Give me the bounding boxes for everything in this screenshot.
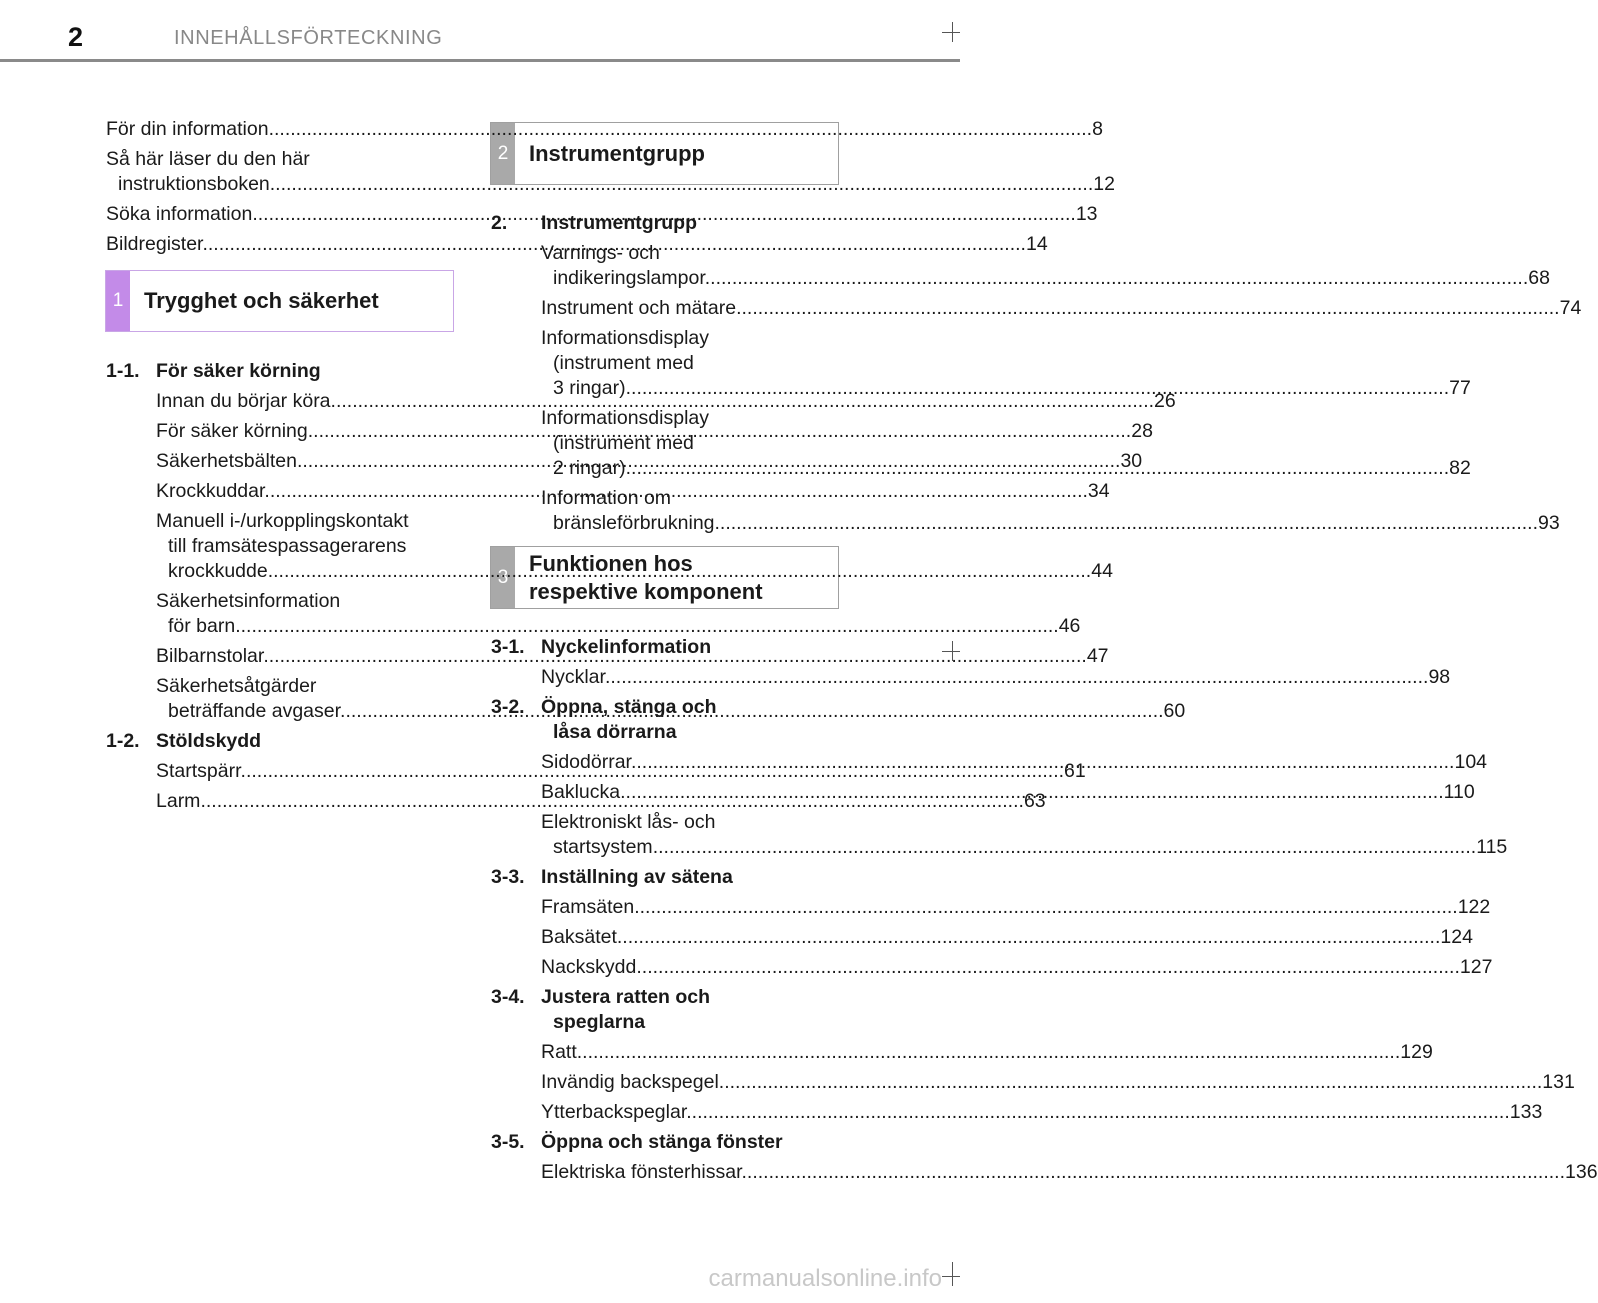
subsection-number: 3-4. (491, 986, 525, 1008)
toc-entry-line (541, 326, 1471, 351)
section-3-tab: 3 (491, 547, 515, 608)
subsection-title (541, 985, 825, 1035)
toc-entry-label: (instrument med (553, 352, 694, 374)
toc-entry-line (541, 1160, 1598, 1185)
leader-dots (742, 1161, 1566, 1183)
toc-entry-text (541, 1100, 1542, 1125)
toc-entry-line (156, 559, 1113, 584)
toc-entry-label: bränsleförbrukning (553, 512, 715, 534)
toc-entry-label: Så här läser du den här (106, 148, 310, 170)
page-ref: 68 (1528, 267, 1550, 289)
toc-entry-label: Nycklar (541, 666, 605, 688)
page-ref: 98 (1428, 666, 1451, 688)
toc-entry-label: Elektroniskt lås- och (541, 811, 716, 833)
toc-entry-list (491, 895, 1493, 980)
toc-entry-line (541, 241, 1550, 266)
page-ref: 63 (1023, 790, 1046, 812)
leader-dots (577, 1041, 1401, 1063)
subsection-title (541, 695, 825, 745)
toc-entry-line (541, 376, 1471, 401)
subsection-number: 3-3. (491, 866, 525, 888)
toc-entry-line (541, 780, 1475, 805)
page-ref: 30 (1120, 450, 1143, 472)
toc-entry-label: Elektriska fönsterhissar (541, 1161, 742, 1183)
toc-entry-label: startsystem (553, 836, 653, 858)
subsection-heading[interactable] (491, 211, 825, 236)
toc-entry-label: 2 ringar) (553, 457, 626, 479)
toc-entry-line (541, 835, 1507, 860)
subsection-number: 1-2. (106, 730, 140, 752)
toc-entry-label: 3 ringar) (553, 377, 626, 399)
toc-entry[interactable] (541, 810, 1508, 860)
leader-dots (634, 896, 1458, 918)
toc-entry[interactable] (541, 665, 1451, 690)
toc-entry-line (541, 955, 1492, 980)
toc-entry[interactable] (106, 117, 1103, 142)
page-ref: 136 (1565, 1161, 1598, 1183)
toc-entry-line (541, 351, 1471, 376)
toc-entry-text (541, 955, 1492, 980)
page-ref: 124 (1440, 926, 1473, 948)
toc-entry-label: Information om (541, 487, 672, 509)
toc-entry[interactable] (541, 1160, 1598, 1185)
toc-entry-label: Baklucka (541, 781, 621, 803)
subsection-heading[interactable] (106, 729, 440, 754)
page-ref: 46 (1058, 615, 1081, 637)
toc-entry-line (541, 266, 1550, 291)
toc-entry-label: Ytterbackspeglar (541, 1101, 687, 1123)
page-ref: 47 (1086, 645, 1109, 667)
toc-entry[interactable] (541, 1100, 1543, 1125)
page-ref: 131 (1542, 1071, 1575, 1093)
toc-entry[interactable] (541, 925, 1473, 950)
toc-entry-line (541, 810, 1507, 835)
subsection-title-line: Nyckelinformation (541, 636, 712, 658)
toc-group (491, 985, 1575, 1125)
toc-entry-label: Säkerhetsbälten (156, 450, 297, 472)
toc-entry-line (156, 589, 1080, 614)
toc-entry-label: Informationsdisplay (541, 327, 709, 349)
page-ref: 8 (1092, 118, 1103, 140)
toc-entry[interactable] (541, 1070, 1575, 1095)
crop-mark (942, 1276, 960, 1277)
leader-dots (686, 1101, 1510, 1123)
toc-entry-label: Manuell i-/urkopplingskontakt (156, 510, 409, 532)
toc-entry-text (541, 296, 1581, 321)
page-ref: 133 (1509, 1101, 1543, 1123)
subsection-number: 1-1. (106, 360, 140, 382)
toc-entry[interactable] (541, 296, 1582, 321)
toc-entry-label: krockkudde (168, 560, 268, 582)
toc-entry-label: Nackskydd (541, 956, 637, 978)
toc-entry-line (541, 406, 1471, 431)
toc-entry-label: Instrument och mätare (541, 297, 737, 319)
subsection-title-line: Inställning av sätena (541, 866, 733, 888)
toc-entry-line (541, 895, 1490, 920)
subsection-title-line: Öppna och stänga fönster (541, 1131, 783, 1153)
leader-dots (605, 666, 1429, 688)
subsection-title-line: Stöldskydd (156, 730, 262, 752)
section-3-title: Funktionen hos respektive komponent (529, 550, 763, 604)
leader-dots (270, 173, 1094, 195)
toc-entry-text (541, 326, 1471, 401)
page-ref: 61 (1064, 760, 1086, 782)
crop-mark (952, 1262, 953, 1286)
page-ref: 26 (1154, 390, 1176, 412)
toc-entry-label: till framsätespassagerarens (168, 535, 407, 557)
subsection-title (541, 211, 825, 236)
section-2-title: Instrumentgrupp (529, 140, 705, 166)
subsection-title-line: Justera ratten och (541, 986, 711, 1008)
subsection-heading[interactable] (491, 635, 825, 660)
toc-entry-line (541, 296, 1581, 321)
leader-dots (269, 118, 1093, 140)
toc-entry-label: Varnings- och (541, 242, 660, 264)
toc-entry-line (541, 511, 1560, 536)
toc-entry[interactable] (541, 895, 1491, 920)
page-ref: 28 (1131, 420, 1153, 442)
watermark: carmanualsonline.info (708, 1265, 942, 1292)
subsection-number: 2. (491, 212, 508, 234)
toc-entry-label: Startspärr (156, 760, 241, 782)
subsection-title-line: Öppna, stänga och (541, 696, 717, 718)
toc-entry-line (106, 117, 1103, 142)
subsection-title-line: För säker körning (156, 360, 321, 382)
subsection-number: 3-5. (491, 1131, 525, 1153)
toc-entry-label: Informationsdisplay (541, 407, 709, 429)
page-ref: 129 (1400, 1041, 1433, 1063)
toc-entry-text (541, 1040, 1433, 1065)
toc-entry-line (541, 665, 1450, 690)
toc-entry-text (541, 1070, 1575, 1095)
toc-entry-label: Krockkuddar (156, 480, 265, 502)
toc-entry-label: För din information (106, 118, 269, 140)
page-number: 2 (68, 22, 84, 52)
leader-dots (631, 751, 1455, 773)
toc-entry-label: Framsäten (541, 896, 635, 918)
subsection-title-line: Instrumentgrupp (541, 212, 697, 234)
leader-dots (626, 457, 1450, 479)
page-ref: 110 (1443, 781, 1475, 803)
leader-dots (636, 956, 1460, 978)
toc-entry-line (541, 431, 1471, 456)
subsection-heading[interactable] (106, 359, 440, 384)
toc-entry-label: beträffande avgaser (168, 700, 341, 722)
header-rule (0, 59, 960, 62)
toc-entry-label: För säker körning (156, 420, 308, 442)
page-ref: 82 (1449, 457, 1471, 479)
toc-entry[interactable] (541, 955, 1493, 980)
page-ref: 115 (1476, 836, 1508, 858)
subsection-heading[interactable] (491, 865, 825, 890)
toc-entry-line (106, 172, 1115, 197)
subsection-number: 3-2. (491, 696, 525, 718)
toc-entry-text (541, 750, 1487, 775)
toc-entry-label: Larm (156, 790, 201, 812)
toc-entry-line (541, 1100, 1542, 1125)
leader-dots (617, 926, 1441, 948)
toc-group (491, 1130, 1598, 1185)
subsection-title (156, 729, 440, 754)
toc-entry-label: Säkerhetsinformation (156, 590, 341, 612)
subsection-heading[interactable] (491, 695, 825, 745)
page-ref: 93 (1538, 512, 1560, 534)
chapter-title: INNEHÅLLSFÖRTECKNING (174, 27, 443, 49)
subsection-heading[interactable] (491, 1130, 825, 1155)
leader-dots (705, 267, 1529, 289)
toc-entry-label: Bilbarnstolar (156, 645, 264, 667)
section-1-box[interactable] (105, 270, 454, 332)
toc-entry-list (491, 1160, 1598, 1185)
toc-entry-label: Innan du börjar köra (156, 390, 331, 412)
toc-entry-label: instruktionsboken (118, 173, 270, 195)
toc-entry-text (541, 895, 1490, 920)
section-2-tab: 2 (491, 123, 515, 184)
toc-entry-line (541, 925, 1473, 950)
toc-entry-line (541, 486, 1560, 511)
crop-mark (942, 32, 960, 33)
toc-entry-line (106, 147, 1115, 172)
toc-entry-text (541, 241, 1550, 291)
toc-entry-text (106, 147, 1115, 197)
leader-dots (719, 1071, 1543, 1093)
toc-entry-label: Ratt (541, 1041, 577, 1063)
toc-entry-label: Invändig backspegel (541, 1071, 719, 1093)
subsection-title-line: låsa dörrarna (553, 721, 677, 743)
page-ref: 44 (1091, 560, 1113, 582)
toc-entry[interactable] (156, 389, 1176, 414)
page-ref: 13 (1075, 203, 1098, 225)
toc-entry[interactable] (156, 589, 1081, 639)
subsection-title-line: speglarna (553, 1011, 646, 1033)
subsection-title (541, 1130, 825, 1155)
subsection-heading[interactable] (491, 985, 825, 1035)
toc-entry-line (541, 750, 1487, 775)
leader-dots (715, 512, 1539, 534)
leader-dots (620, 781, 1444, 803)
toc-entry-list (491, 1040, 1575, 1125)
toc-entry-label: indikeringslampor (553, 267, 705, 289)
toc-entry-line (541, 1040, 1433, 1065)
toc-entry-text (541, 925, 1473, 950)
subsection-title (156, 359, 440, 384)
page-ref: 14 (1025, 233, 1048, 255)
toc-entry-text (541, 406, 1471, 481)
toc-entry-label: för barn (168, 615, 236, 637)
page-ref: 122 (1457, 896, 1491, 918)
toc-entry-text (541, 1160, 1598, 1185)
leader-dots (626, 377, 1450, 399)
toc-entry-line (541, 1070, 1575, 1095)
subsection-title (541, 865, 825, 890)
toc-entry-label: (instrument med (553, 432, 694, 454)
toc-entry-label: Säkerhetsåtgärder (156, 675, 317, 697)
toc-entry-label: Baksätet (541, 926, 617, 948)
subsection-number: 3-1. (491, 636, 525, 658)
toc-entry-list (491, 665, 1451, 690)
toc-entry[interactable] (541, 1040, 1433, 1065)
toc-entry-text (541, 780, 1475, 805)
page-ref: 60 (1163, 700, 1186, 722)
page-ref: 34 (1087, 480, 1110, 502)
toc-entry-text (541, 810, 1507, 860)
toc-entry-line (541, 456, 1471, 481)
page-ref: 127 (1459, 956, 1493, 978)
page-ref: 77 (1449, 377, 1471, 399)
toc-entry-text (106, 117, 1103, 142)
section-1-title: Trygghet och säkerhet (144, 288, 379, 313)
toc-entry-label: Bildregister (106, 233, 203, 255)
page-ref: 104 (1454, 751, 1488, 773)
page-ref: 74 (1559, 297, 1582, 319)
leader-dots (268, 560, 1092, 582)
toc-entry-label: Söka information (106, 203, 253, 225)
section-1-tab: 1 (106, 271, 130, 331)
subsection-title (541, 635, 825, 660)
toc-entry-label: Sidodörrar (541, 751, 631, 773)
toc-entry-text (541, 665, 1450, 690)
crop-mark (952, 22, 953, 42)
leader-dots (736, 297, 1560, 319)
toc-group (491, 865, 1493, 980)
leader-dots (653, 836, 1477, 858)
toc-entry-text (541, 486, 1560, 536)
page-ref: 12 (1093, 173, 1115, 195)
